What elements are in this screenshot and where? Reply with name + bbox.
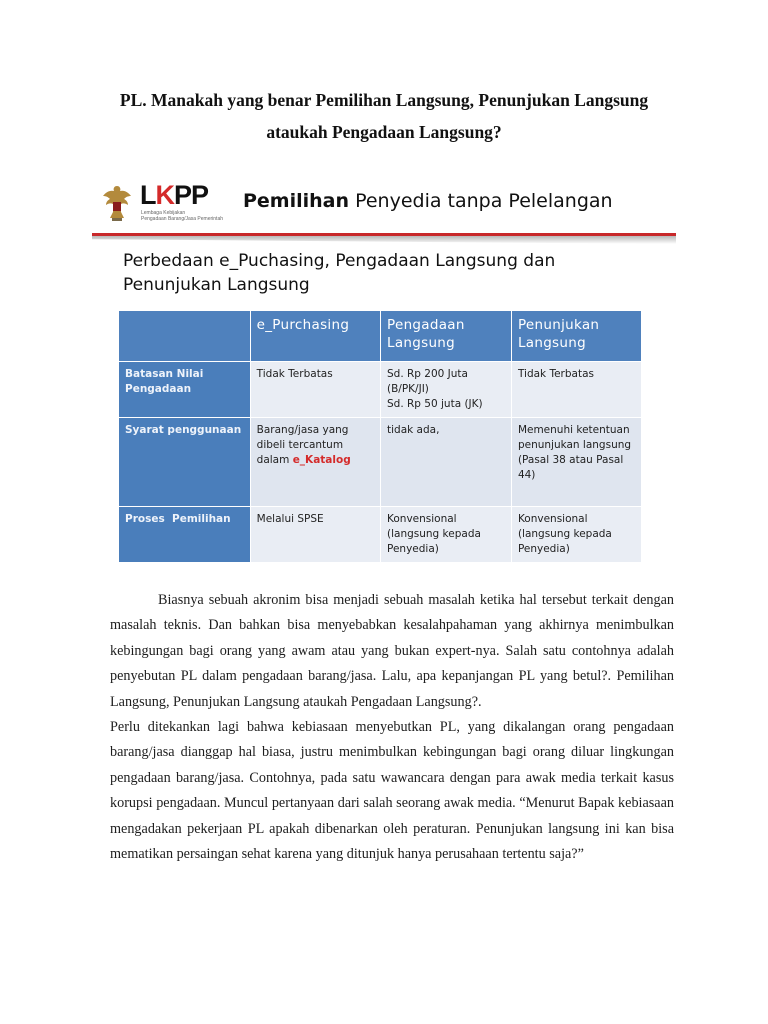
paragraph-1: Biasnya sebuah akronim bisa menjadi sebuah masalah ketika hal tersebut terkait dengan masalah teknis. Dan bahkan bisa menyebabkan kesalahpahaman yang akhirnya menimbulkan kebingungan bagi orang yang awam atau yang bukan expert-nya. Salah satu contohnya adalah penyebutan PL dalam pengadaan barang/jasa. Lalu, apa kepanjangan PL yang betul?. Pemilihan Langsung, Penunjukan Langsung ataukah Pengadaan Langsung?. [110,592,674,710]
table-cell: Konvensional (langsung kepada Penyedia) [381,507,512,563]
table-cell: Sd. Rp 200 Juta (B/PK/JI) Sd. Rp 50 juta (JK) [381,362,512,418]
header-divider-shadow [92,236,676,244]
table-row [119,418,642,507]
lkpp-logo [100,180,250,228]
lkpp-tagline: Lembaga Kebijakan Pengadaan Barang/Jasa Pemerintah [141,210,224,222]
table-cell: tidak ada, [381,418,512,507]
comparison-table [118,310,642,563]
table-cell: Tidak Terbatas [250,362,380,418]
table-cell: Melalui SPSE [250,507,380,563]
table-cell: Barang/jasa yang dibeli tercantum dalam e_Katalog [250,418,380,507]
header-divider-red [92,233,676,236]
row-label: Batasan Nilai Pengadaan [119,362,251,418]
table-row [119,362,642,418]
table-header-pengadaan-langsung: Pengadaan Langsung [381,311,512,362]
table-header-row [119,311,642,362]
paragraph-2: Perlu ditekankan lagi bahwa kebiasaan menyebutkan PL, yang dikalangan orang pengadaan barang/jasa dianggap hal biasa, justru menimbulkan kebingungan bagi orang diluar lingkungan pengadaan barang/jasa. Contohnya, pada satu wawancara dengan para awak media terkait kasus korupsi pengadaan. Muncul pertanyaan dari salah seorang awak media. “Menurut Bapak kebiasaan mengadakan pekerjaan PL apakah dibenarkan oleh peraturan. Penunjukan langsung ini kan bisa mematikan persaingan sehat karena yang ditunjuk hanya perusahaan tertentu saja?” [110,719,674,863]
table-cell: Konvensional (langsung kepada Penyedia) [511,507,641,563]
table-header-empty [119,311,251,362]
lkpp-wordmark: LKPP [140,180,209,210]
row-label: Proses Pemilihan [119,507,251,563]
table-row [119,507,642,563]
document-title-line-2: ataukah Pengadaan Langsung? [266,122,502,142]
document-title-line-1: PL. Manakah yang benar Pemilihan Langsung, Penunjukan Langsung [119,90,649,110]
table-cell: Tidak Terbatas [511,362,641,418]
table-header-e-purchasing: e_Purchasing [250,311,380,362]
e-katalog-highlight: e_Katalog [292,454,351,466]
slide-subtitle: Perbedaan e_Puchasing, Pengadaan Langsung dan Penunjukan Langsung [123,251,556,295]
garuda-emblem-icon [100,182,134,224]
row-label: Syarat penggunaan [119,418,251,507]
slide-header: Pemilihan Penyedia tanpa Pelelangan [243,190,613,212]
table-cell: Memenuhi ketentuan penunjukan langsung (Pasal 38 atau Pasal 44) [511,418,641,507]
table-header-penunjukan-langsung: Penunjukan Langsung [511,311,641,362]
document-title [96,84,672,148]
embedded-slide-image [92,172,676,564]
body-text [110,588,674,867]
